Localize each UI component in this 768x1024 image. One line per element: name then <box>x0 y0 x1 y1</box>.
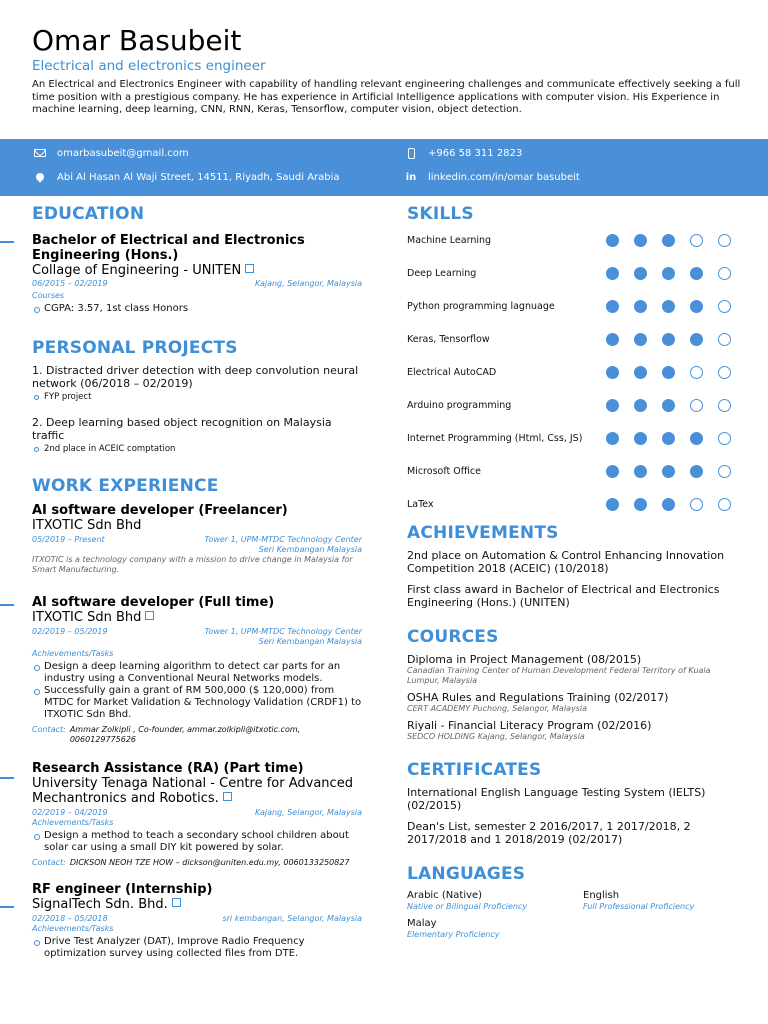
rating-dot-filled <box>606 366 619 379</box>
skill-name: Arduino programming <box>407 400 512 411</box>
language-item <box>583 890 733 912</box>
rating-dot-filled <box>662 465 675 478</box>
language-name: Arabic (Native) <box>407 890 483 901</box>
work-heading: WORK EXPERIENCE <box>32 476 219 496</box>
rating-dot-filled <box>690 432 703 445</box>
languages-heading: LANGUAGES <box>407 864 526 884</box>
left-column <box>32 204 362 960</box>
school-name[interactable]: Collage of Engineering - UNITEN <box>32 263 242 278</box>
tasks-list <box>32 661 362 721</box>
job-location: Tower 1, UPM-MTDC Technology Center Seri Kembangan Malaysia <box>204 535 362 554</box>
education-entry <box>32 233 362 315</box>
contact-value: Ammar Zolkipli , Co-founder, ammar.zolkipli@itxotic.com, 0060129775626 <box>69 725 301 744</box>
certificate-text: Dean's List, semester 2 2016/2017, 1 2017/2018, 2 2017/2018 and 1 2018/2019 (02/2017) <box>407 820 691 846</box>
education-meta <box>32 279 362 289</box>
job-entry <box>32 595 362 745</box>
skill-rating <box>606 432 746 445</box>
project-notes <box>32 444 362 454</box>
languages-list <box>407 890 737 940</box>
rating-dot-empty <box>718 432 731 445</box>
skill-row <box>407 331 737 364</box>
project-name: 2. Deep learning based object recognition on Malaysia traffic <box>32 416 332 442</box>
contact-label: Contact: <box>32 725 66 734</box>
job-role: AI software developer (Full time) <box>32 595 275 610</box>
certificate-text: International English Language Testing System (IELTS) (02/2015) <box>407 786 706 812</box>
rating-dot-filled <box>662 300 675 313</box>
skill-rating <box>606 267 746 280</box>
job-role: AI software developer (Freelancer) <box>32 503 288 518</box>
contact-band <box>0 139 768 196</box>
skill-name: Machine Learning <box>407 235 492 246</box>
job-contact <box>32 725 362 745</box>
contact-label: Contact: <box>32 858 66 867</box>
skills-heading: SKILLS <box>407 204 474 224</box>
cource-item <box>407 691 737 714</box>
job-company <box>32 610 362 625</box>
rating-dot-empty <box>718 300 731 313</box>
skill-rating <box>606 465 746 478</box>
language-item <box>407 890 583 912</box>
skill-name: Microsoft Office <box>407 466 481 477</box>
rating-dot-filled <box>634 366 647 379</box>
cource-name: Riyali - Financial Literacy Program (02/2016) <box>407 719 652 732</box>
job-company: ITXOTIC Sdn Bhd <box>32 518 142 533</box>
job-dates: 02/2018 – 05/2018 <box>32 914 108 923</box>
list-item: Drive Test Analyzer (DAT), Improve Radio Frequency optimization survey using collected files from DTE. <box>32 936 362 960</box>
list-item: Design a deep learning algorithm to detect car parts for an industry using a Conventional Neural Networks models. <box>32 661 362 685</box>
project-name: 1. Distracted driver detection with deep convolution neural network (06/2018 – 02/2019) <box>32 364 359 390</box>
list-item: 2nd place in ACEIC comptation <box>32 444 362 454</box>
external-link-icon[interactable] <box>172 898 181 907</box>
rating-dot-empty <box>718 399 731 412</box>
job-location: sri kembangan, Selangor, Malaysia <box>222 914 362 923</box>
cource-name: OSHA Rules and Regulations Training (02/2017) <box>407 691 669 704</box>
job-description: ITXOTIC is a technology company with a mission to drive change in Malaysia for Smart Manufacturing. <box>32 555 353 574</box>
skill-name: Deep Learning <box>407 268 477 279</box>
job-role: Research Assistance (RA) (Part time) <box>32 761 304 776</box>
skill-row <box>407 430 737 463</box>
contact-phone[interactable] <box>403 147 522 159</box>
rating-dot-filled <box>634 333 647 346</box>
language-level: Full Professional Proficiency <box>583 902 695 911</box>
job-meta <box>32 914 362 924</box>
contact-value: DICKSON NEOH TZE HOW – dickson@uniten.edu.my, 0060133250827 <box>69 858 350 867</box>
certificates-heading: CERTIFICATES <box>407 760 542 780</box>
cource-name: Diploma in Project Management (08/2015) <box>407 653 642 666</box>
list-item: Successfully gain a grant of RM 500,000 ($ 120,000) from MTDC for Market Validation & Technology Validation (CRDF1) to ITXOTIC Sdn Bhd. <box>32 685 362 721</box>
language-name: English <box>583 890 620 901</box>
certificate-item <box>407 786 737 812</box>
projects-heading: PERSONAL PROJECTS <box>32 338 238 358</box>
company-name[interactable]: SignalTech Sdn. Bhd. <box>32 897 168 912</box>
rating-dot-filled <box>634 267 647 280</box>
job-entry <box>32 761 362 868</box>
rating-dot-empty <box>690 234 703 247</box>
candidate-name: Omar Basubeit <box>32 24 242 57</box>
job-meta <box>32 627 362 647</box>
project-item <box>32 364 362 402</box>
job-dates: 02/2019 – 04/2019 <box>32 808 108 817</box>
linkedin-text[interactable]: linkedin.com/in/omar basubeit <box>428 171 580 183</box>
skill-row <box>407 463 737 496</box>
rating-dot-filled <box>606 333 619 346</box>
section-tick <box>0 241 14 243</box>
school <box>32 263 362 278</box>
tasks-list <box>32 936 362 960</box>
skill-name: Electrical AutoCAD <box>407 367 497 378</box>
skill-name: LaTex <box>407 499 434 510</box>
rating-dot-filled <box>662 399 675 412</box>
rating-dot-filled <box>606 234 619 247</box>
achievement-text: 2nd place on Automation & Control Enhancing Innovation Competition 2018 (ACEIC) (10/2018) <box>407 549 725 575</box>
rating-dot-filled <box>634 432 647 445</box>
skill-rating <box>606 333 746 346</box>
skill-row <box>407 298 737 331</box>
job-entry <box>32 882 362 960</box>
rating-dot-empty <box>718 333 731 346</box>
rating-dot-empty <box>690 366 703 379</box>
skill-row <box>407 496 737 529</box>
rating-dot-filled <box>690 300 703 313</box>
list-item: CGPA: 3.57, 1st class Honors <box>32 303 362 315</box>
rating-dot-empty <box>718 465 731 478</box>
job-company <box>32 897 362 912</box>
skill-row <box>407 232 737 265</box>
phone-text[interactable]: +966 58 311 2823 <box>428 147 523 159</box>
project-item <box>32 416 362 454</box>
list-item: FYP project <box>32 392 362 402</box>
rating-dot-empty <box>690 498 703 511</box>
project-notes <box>32 392 362 402</box>
job-dates: 02/2019 – 05/2019 <box>32 627 108 636</box>
skill-rating <box>606 234 746 247</box>
skill-rating <box>606 399 746 412</box>
education-location: Kajang, Selangor, Malaysia <box>255 279 362 288</box>
rating-dot-filled <box>662 267 675 280</box>
company-name[interactable]: ITXOTIC Sdn Bhd <box>32 610 142 625</box>
location-pin-icon <box>32 171 48 183</box>
achievement-item <box>407 549 737 575</box>
rating-dot-filled <box>606 300 619 313</box>
rating-dot-filled <box>606 399 619 412</box>
job-company <box>32 776 362 806</box>
skill-rating <box>606 366 746 379</box>
skills-list <box>407 232 737 529</box>
rating-dot-filled <box>606 498 619 511</box>
achievement-text: First class award in Bachelor of Electrical and Electronics Engineering (Hons.) (UNITEN) <box>407 583 720 609</box>
skill-row <box>407 364 737 397</box>
rating-dot-filled <box>634 498 647 511</box>
rating-dot-filled <box>606 267 619 280</box>
linkedin-icon: in <box>405 171 417 183</box>
rating-dot-empty <box>718 498 731 511</box>
rating-dot-filled <box>690 465 703 478</box>
rating-dot-filled <box>634 234 647 247</box>
cource-provider: SEDCO HOLDING Kajang, Selangor, Malaysia <box>407 732 585 741</box>
section-tick <box>0 906 14 908</box>
skill-rating <box>606 498 746 511</box>
education-dates: 06/2015 – 02/2019 <box>32 279 108 288</box>
achievement-item <box>407 583 737 609</box>
contact-email[interactable] <box>32 147 189 159</box>
section-tick <box>0 777 14 779</box>
rating-dot-filled <box>690 267 703 280</box>
envelope-icon <box>32 147 48 159</box>
list-item: Design a method to teach a secondary school children about solar car using a small DIY kit powered by solar. <box>32 830 362 854</box>
job-entry <box>32 503 362 575</box>
external-link-icon[interactable] <box>245 264 254 273</box>
rating-dot-filled <box>662 366 675 379</box>
language-level: Elementary Proficiency <box>407 930 500 939</box>
skill-name: Internet Programming (Html, Css, JS) <box>407 433 583 444</box>
rating-dot-empty <box>718 366 731 379</box>
courses-list <box>32 303 362 315</box>
contact-address <box>32 171 340 183</box>
rating-dot-filled <box>634 300 647 313</box>
rating-dot-filled <box>606 432 619 445</box>
rating-dot-filled <box>662 498 675 511</box>
job-meta <box>32 535 362 555</box>
rating-dot-filled <box>634 399 647 412</box>
cources-heading: COURCES <box>407 627 499 647</box>
job-role: RF engineer (Internship) <box>32 882 213 897</box>
job-meta <box>32 808 362 818</box>
cource-provider: CERT ACADEMY Puchong, Selangor, Malaysia <box>407 704 587 713</box>
achievements-heading: ACHIEVEMENTS <box>407 523 559 543</box>
education-heading: EDUCATION <box>32 204 145 224</box>
rating-dot-empty <box>690 399 703 412</box>
job-dates: 05/2019 – Present <box>32 535 105 544</box>
external-link-icon[interactable] <box>223 792 232 801</box>
tasks-label: Achievements/Tasks <box>32 924 114 933</box>
company-name[interactable]: University Tenaga National - Centre for Advanced Mechantronics and Robotics. <box>32 776 353 806</box>
rating-dot-filled <box>634 465 647 478</box>
rating-dot-empty <box>718 267 731 280</box>
tasks-label: Achievements/Tasks <box>32 818 114 827</box>
external-link-icon[interactable] <box>145 611 154 620</box>
certificate-item <box>407 820 737 846</box>
rating-dot-filled <box>690 333 703 346</box>
rating-dot-filled <box>662 234 675 247</box>
skill-row <box>407 265 737 298</box>
rating-dot-empty <box>718 234 731 247</box>
skill-name: Keras, Tensorflow <box>407 334 490 345</box>
summary: An Electrical and Electronics Engineer with capability of handling relevant engineering challenges and communicate effectively seeking a full time position with a prestigious company. He has experience in Artificial Intelligence applications with computer vision. His Experience in machine learning, deep learning, CNN, RNN, Keras, Tensorflow, computer vision, object detection. <box>32 79 741 115</box>
cource-item <box>407 719 737 742</box>
degree: Bachelor of Electrical and Electronics Engineering (Hons.) <box>32 233 305 263</box>
address-text: Abi Al Hasan Al Waji Street, 14511, Riyadh, Saudi Arabia <box>57 171 340 183</box>
headline: Electrical and electronics engineer <box>32 58 266 74</box>
tasks-list <box>32 830 362 854</box>
contact-linkedin[interactable] <box>403 171 580 183</box>
cource-provider: Canadian Training Center of Human Development Federal Territory of Kuala Lumpur, Malaysia <box>407 666 711 685</box>
skill-row <box>407 397 737 430</box>
skill-name: Python programming lagnuage <box>407 301 555 312</box>
tasks-label: Achievements/Tasks <box>32 649 114 658</box>
courses-label: Courses <box>32 291 65 300</box>
phone-icon <box>403 147 419 159</box>
rating-dot-filled <box>662 333 675 346</box>
language-name: Malay <box>407 918 437 929</box>
right-column <box>407 204 737 940</box>
section-tick <box>0 604 14 606</box>
language-item <box>407 918 583 940</box>
job-contact <box>32 858 362 868</box>
job-location: Kajang, Selangor, Malaysia <box>255 808 362 817</box>
rating-dot-filled <box>662 432 675 445</box>
rating-dot-filled <box>606 465 619 478</box>
cource-item <box>407 653 737 686</box>
language-level: Native or Bilingual Proficiency <box>407 902 528 911</box>
skill-rating <box>606 300 746 313</box>
job-location: Tower 1, UPM-MTDC Technology Center Seri Kembangan Malaysia <box>204 627 362 646</box>
email-text[interactable]: omarbasubeit@gmail.com <box>57 147 189 159</box>
